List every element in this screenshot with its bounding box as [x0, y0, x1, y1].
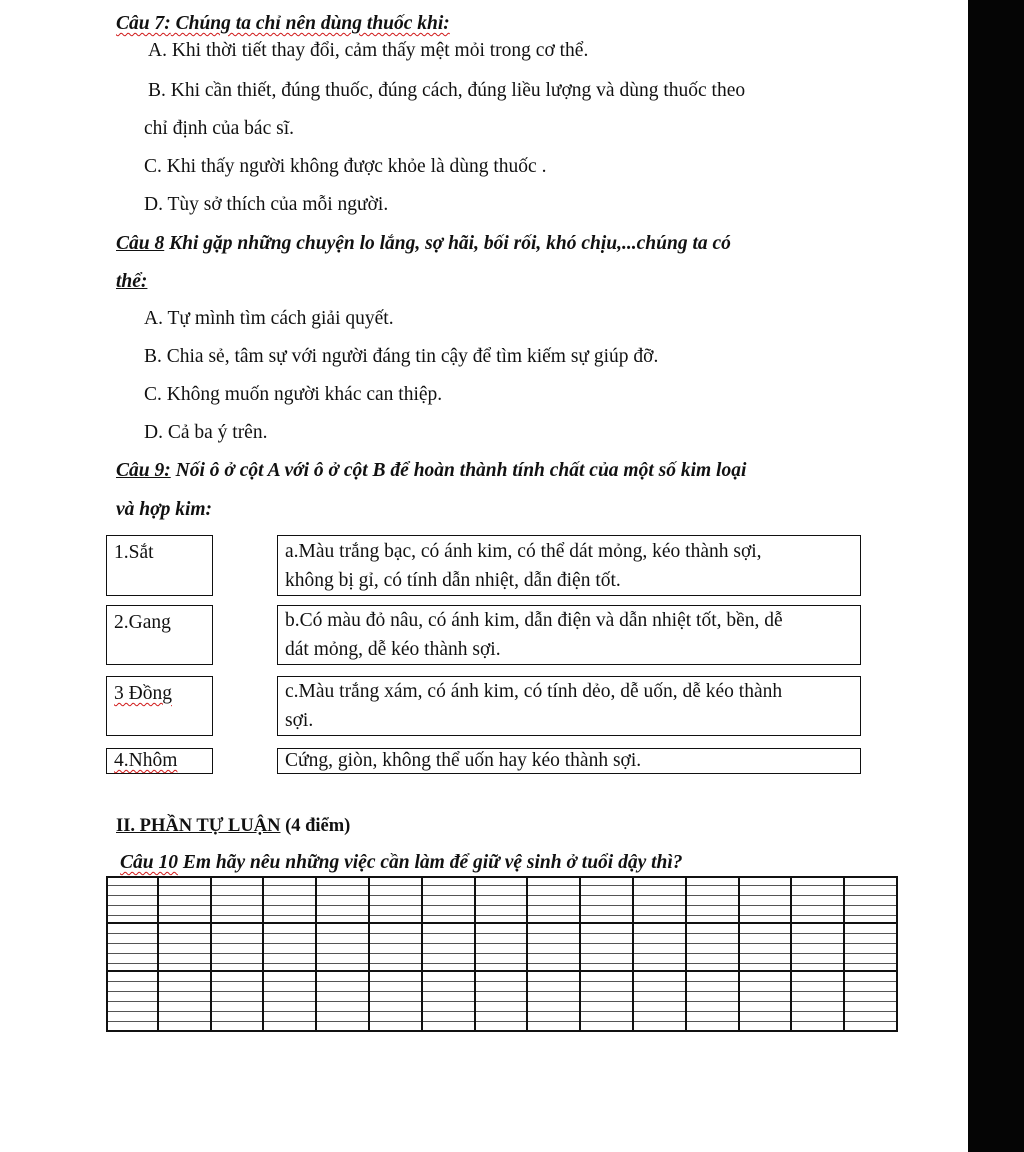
answer-cell[interactable] — [792, 876, 845, 924]
answer-cell[interactable] — [792, 924, 845, 972]
q8-option-a: A. Tự mình tìm cách giải quyết. — [144, 308, 394, 329]
col-a-item: 2.Gang — [114, 612, 171, 633]
q10-heading — [120, 853, 683, 873]
answer-cell[interactable] — [581, 972, 634, 1032]
q8-heading — [116, 234, 731, 254]
col-a-box-1 — [106, 535, 213, 596]
answer-cell[interactable] — [476, 924, 529, 972]
answer-grid[interactable] — [106, 876, 898, 1032]
viewer-frame-edge — [968, 0, 1024, 1152]
q7-option-b-cont: chỉ định của bác sĩ. — [144, 118, 294, 139]
answer-cell[interactable] — [792, 972, 845, 1032]
answer-cell[interactable] — [317, 876, 370, 924]
q7-option-d: D. Tùy sở thích của mỗi người. — [144, 194, 389, 215]
answer-cell[interactable] — [423, 876, 476, 924]
col-b-box-a — [277, 535, 861, 596]
q9-heading-cont: và hợp kim: — [116, 499, 213, 520]
q7-heading — [116, 14, 450, 34]
answer-cell[interactable] — [740, 972, 793, 1032]
answer-cell[interactable] — [159, 972, 212, 1032]
answer-cell[interactable] — [687, 924, 740, 972]
answer-cell[interactable] — [845, 972, 898, 1032]
col-a-item: 3 Đồng — [114, 683, 172, 704]
answer-cell[interactable] — [581, 924, 634, 972]
answer-cell[interactable] — [106, 924, 159, 972]
q8-label: Câu 8 — [116, 233, 165, 254]
col-a-box-3 — [106, 676, 213, 736]
q9-text: Nối ô ở cột A với ô ở cột B để hoàn thành tính chất của một số kim loại — [170, 460, 747, 481]
answer-cell[interactable] — [159, 924, 212, 972]
q7-option-c: C. Khi thấy người không được khỏe là dùng thuốc . — [144, 156, 547, 177]
answer-cell[interactable] — [423, 924, 476, 972]
answer-cell[interactable] — [159, 876, 212, 924]
answer-cell[interactable] — [845, 876, 898, 924]
q10-text: Em hãy nêu những việc cần làm để giữ vệ sinh ở tuổi dậy thì? — [177, 852, 683, 873]
answer-cell[interactable] — [528, 924, 581, 972]
answer-cell[interactable] — [212, 972, 265, 1032]
col-b-box-c — [277, 676, 861, 736]
q7-option-a: A. Khi thời tiết thay đổi, cảm thấy mệt mỏi trong cơ thể. — [148, 40, 589, 61]
col-b-box-d — [277, 748, 861, 774]
q7-label: Câu 7: — [116, 13, 171, 34]
q8-heading-cont — [116, 272, 147, 292]
answer-cell[interactable] — [476, 876, 529, 924]
q10-label: Câu 10 — [120, 852, 178, 873]
answer-cell[interactable] — [423, 972, 476, 1032]
answer-cell[interactable] — [106, 972, 159, 1032]
answer-cell[interactable] — [528, 972, 581, 1032]
col-b-line: a.Màu trắng bạc, có ánh kim, có thể dát mỏng, kéo thành sợi, — [285, 541, 762, 562]
q8-text2: thể: — [116, 271, 148, 292]
col-b-line: sợi. — [285, 710, 314, 731]
answer-cell[interactable] — [581, 876, 634, 924]
answer-cell[interactable] — [634, 876, 687, 924]
col-b-line: Cứng, giòn, không thể uốn hay kéo thành sợi. — [285, 750, 642, 771]
answer-cell[interactable] — [370, 876, 423, 924]
answer-cell[interactable] — [212, 924, 265, 972]
col-b-line: dát mỏng, dễ kéo thành sợi. — [285, 639, 501, 660]
q8-option-b: B. Chia sẻ, tâm sự với người đáng tin cậy để tìm kiếm sự giúp đỡ. — [144, 346, 659, 367]
answer-cell[interactable] — [264, 924, 317, 972]
col-a-item: 1.Sắt — [114, 542, 154, 563]
q7-option-b: B. Khi cần thiết, đúng thuốc, đúng cách, đúng liều lượng và dùng thuốc theo — [148, 80, 746, 101]
section-2-points: (4 điểm) — [280, 816, 351, 836]
answer-cell[interactable] — [634, 972, 687, 1032]
answer-cell[interactable] — [687, 876, 740, 924]
col-b-line: không bị gỉ, có tính dẫn nhiệt, dẫn điện tốt. — [285, 570, 621, 591]
col-a-box-4 — [106, 748, 213, 774]
q9-heading — [116, 461, 746, 481]
answer-cell[interactable] — [740, 876, 793, 924]
section-2-title: II. PHẦN TỰ LUẬN — [116, 816, 281, 836]
q8-option-d: D. Cả ba ý trên. — [144, 422, 268, 443]
answer-cell[interactable] — [634, 924, 687, 972]
col-a-box-2 — [106, 605, 213, 665]
col-b-line: c.Màu trắng xám, có ánh kim, có tính dẻo, dễ uốn, dễ kéo thành — [285, 681, 783, 702]
answer-cell[interactable] — [476, 972, 529, 1032]
q8-text: Khi gặp những chuyện lo lắng, sợ hãi, bối rối, khó chịu,...chúng ta có — [164, 233, 731, 254]
answer-cell[interactable] — [212, 876, 265, 924]
answer-cell[interactable] — [845, 924, 898, 972]
answer-cell[interactable] — [740, 924, 793, 972]
answer-cell[interactable] — [370, 924, 423, 972]
answer-cell[interactable] — [370, 972, 423, 1032]
answer-cell[interactable] — [264, 972, 317, 1032]
q8-option-c: C. Không muốn người khác can thiệp. — [144, 384, 443, 405]
q7-text: Chúng ta chỉ nên dùng thuốc khi: — [170, 13, 450, 34]
answer-cell[interactable] — [528, 876, 581, 924]
answer-cell[interactable] — [317, 972, 370, 1032]
col-a-item: 4.Nhôm — [114, 750, 178, 771]
answer-cell[interactable] — [264, 876, 317, 924]
answer-cell[interactable] — [106, 876, 159, 924]
section-2-heading — [116, 817, 350, 836]
col-b-line: b.Có màu đỏ nâu, có ánh kim, dẫn điện và dẫn nhiệt tốt, bền, dễ — [285, 610, 783, 631]
answer-cell[interactable] — [687, 972, 740, 1032]
col-b-box-b — [277, 605, 861, 665]
q9-label: Câu 9: — [116, 460, 171, 481]
answer-cell[interactable] — [317, 924, 370, 972]
